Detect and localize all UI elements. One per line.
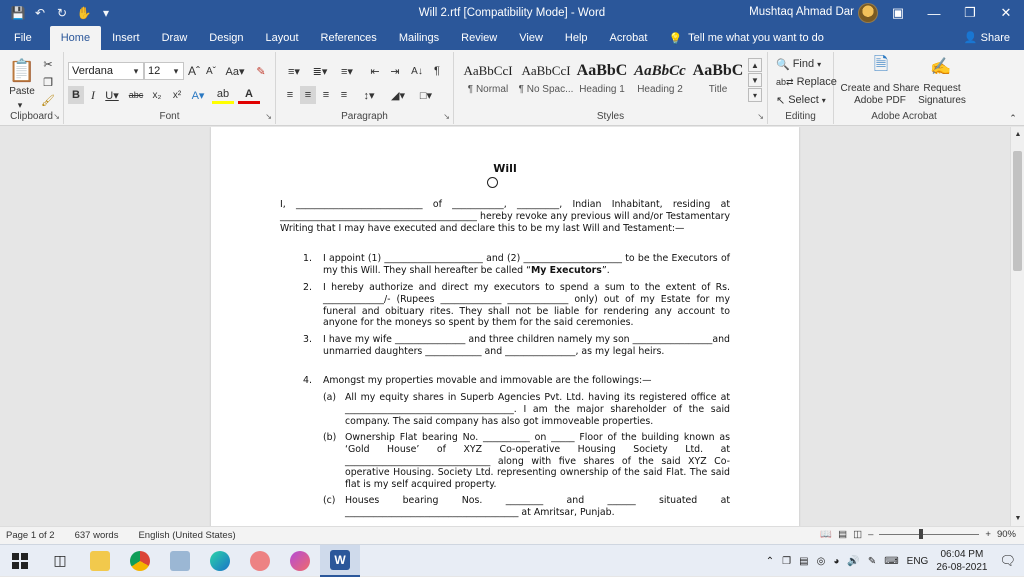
multilevel-list-icon[interactable]: ≡▾ bbox=[341, 65, 353, 78]
read-mode-icon[interactable]: 📖 bbox=[820, 529, 833, 540]
customize-qa-icon[interactable]: ▾ bbox=[102, 6, 110, 20]
item-number: 2. bbox=[303, 282, 312, 293]
paragraph-label: Paragraph bbox=[341, 111, 388, 122]
style-name: Heading 2 bbox=[637, 84, 683, 95]
show-marks-icon[interactable]: ¶ bbox=[434, 65, 440, 77]
taskbar bbox=[0, 544, 1024, 576]
format-painter-icon[interactable]: 🖌 bbox=[41, 94, 55, 107]
list-item: Amongst my properties movable and immovable are the followings:— bbox=[323, 375, 652, 386]
justify-icon[interactable]: ≡ bbox=[340, 89, 348, 101]
list-item: I have my wife _______________ and three children namely my son _________________and unmarried daughters ____________ and _______________, as my legal heirs. bbox=[323, 334, 730, 357]
list-item bbox=[323, 253, 730, 277]
style-no-spacing[interactable] bbox=[516, 58, 576, 102]
save-icon[interactable]: 💾 bbox=[10, 6, 26, 20]
close-icon[interactable]: ✕ bbox=[1000, 5, 1012, 20]
find-label: Find bbox=[792, 58, 815, 70]
list-item-bold: My Executors bbox=[530, 264, 602, 276]
align-right-icon[interactable]: ≡ bbox=[322, 89, 330, 101]
document-title: Will 2.rtf [Compatibility Mode] - Word bbox=[418, 7, 606, 19]
clipboard-label: Clipboard bbox=[10, 111, 53, 122]
touch-mode-icon[interactable]: ✋ bbox=[76, 6, 92, 20]
chevron-down-icon[interactable]: ▾ bbox=[173, 65, 179, 76]
search-icon: 🔍 bbox=[776, 58, 790, 71]
pen-icon[interactable]: ✎ bbox=[867, 555, 877, 567]
font-name-select[interactable]: Verdana bbox=[68, 62, 144, 80]
chevron-down-icon: ▾ bbox=[821, 95, 826, 105]
tab-view[interactable]: View bbox=[519, 32, 543, 44]
tab-design[interactable]: Design bbox=[209, 32, 244, 44]
intro-paragraph: I, ___________________________ of ___________, _________, Indian Inhabitant, residing at __________________________________________ hereby revoke any previous will and/or Testamentary Writing that I may have executed and declare this to be my last Will and Testament:— bbox=[280, 199, 730, 234]
create-share-pdf-button[interactable]: Create and Share Adobe PDF bbox=[840, 83, 920, 106]
chevron-up-icon[interactable]: ⌃ bbox=[765, 555, 775, 567]
align-left-icon[interactable]: ≡ bbox=[286, 89, 294, 101]
sub-list-item: Ownership Flat bearing No. __________ on _____ Floor of the building known as ‘Gold House’ of XYZ Co-operative Housing Society Ltd. at _______________________________ along with five shares of the said XYZ Co-operative Housing. Society Ltd. representing ownership of the said Flat. The said flat is my self acquired property. bbox=[345, 432, 730, 491]
sub-list-item: Houses bearing Nos. ________ and ______ situated at _____________________________________ at Amritsar, Punjab. bbox=[345, 495, 730, 518]
list-item-after: ”. bbox=[601, 264, 610, 276]
redo-icon[interactable]: ↻ bbox=[56, 6, 68, 20]
signature-icon[interactable]: ✍ bbox=[930, 57, 952, 76]
style-sample: AaBbC bbox=[692, 62, 744, 79]
cursor-icon: ↖ bbox=[776, 94, 786, 107]
acrobat-group bbox=[834, 52, 974, 124]
word-count[interactable]: 637 words bbox=[74, 530, 119, 541]
tab-mailings[interactable]: Mailings bbox=[398, 32, 440, 44]
style-heading-2[interactable] bbox=[630, 58, 690, 102]
underline-icon[interactable]: U▾ bbox=[105, 89, 119, 102]
replace-button[interactable] bbox=[776, 74, 837, 90]
dialog-launcher-icon[interactable]: ↘ bbox=[443, 112, 450, 121]
zoom-in-icon[interactable]: + bbox=[985, 529, 991, 540]
document-area bbox=[0, 127, 1010, 526]
language-indicator[interactable]: ENG bbox=[906, 555, 929, 567]
select-label: Select bbox=[788, 94, 819, 106]
status-bar bbox=[0, 526, 1024, 544]
chrome-icon[interactable] bbox=[120, 545, 160, 577]
windows-icon bbox=[12, 553, 28, 569]
volume-icon[interactable]: 🔊 bbox=[847, 555, 860, 567]
ribbon bbox=[0, 50, 1024, 126]
file-explorer-icon[interactable] bbox=[80, 545, 120, 577]
replace-icon: ab⇄ bbox=[776, 76, 794, 87]
find-button[interactable] bbox=[776, 56, 821, 72]
zoom-out-icon[interactable]: – bbox=[868, 529, 874, 540]
strikethrough-icon[interactable]: abc bbox=[128, 90, 144, 100]
location-icon[interactable]: ◎ bbox=[816, 555, 826, 567]
style-sample: AaBbCcI bbox=[521, 63, 571, 78]
dropbox-icon[interactable]: ❐ bbox=[782, 555, 792, 567]
select-button[interactable] bbox=[776, 92, 826, 108]
editing-label: Editing bbox=[785, 111, 816, 122]
time: 06:04 PM bbox=[940, 549, 984, 560]
scroll-up-icon[interactable]: ▲ bbox=[1014, 130, 1022, 138]
chevron-up-icon[interactable]: ▲ bbox=[748, 58, 762, 72]
grow-font-icon[interactable]: Aˆ bbox=[188, 64, 200, 78]
share-button[interactable] bbox=[964, 31, 1010, 44]
text-effects-icon[interactable]: A▾ bbox=[191, 89, 205, 102]
font-label: Font bbox=[159, 111, 180, 122]
paragraph-group bbox=[276, 52, 454, 124]
sort-icon[interactable]: A↓ bbox=[411, 65, 423, 77]
minimize-icon[interactable]: — bbox=[927, 5, 941, 21]
replace-label: Replace bbox=[796, 76, 837, 88]
chevron-down-icon[interactable]: ▾ bbox=[133, 65, 139, 76]
tab-draw[interactable]: Draw bbox=[161, 32, 188, 44]
scroll-down-icon[interactable]: ▼ bbox=[1014, 514, 1022, 522]
edge-icon[interactable] bbox=[200, 545, 240, 577]
subitem-number: (c) bbox=[323, 495, 336, 506]
subitem-number: (b) bbox=[323, 432, 337, 443]
styles-group bbox=[454, 52, 768, 124]
task-view-icon[interactable]: ◫ bbox=[53, 552, 67, 568]
title-bar bbox=[0, 0, 1024, 26]
chevron-down-icon: ▾ bbox=[817, 59, 822, 69]
style-sample: AaBbC bbox=[576, 62, 628, 79]
acrobat-label: Adobe Acrobat bbox=[871, 111, 937, 122]
shading-icon[interactable]: ◢▾ bbox=[391, 89, 405, 102]
font-color-icon[interactable]: A bbox=[238, 86, 260, 104]
ribbon-tabs bbox=[0, 26, 1024, 50]
superscript-icon[interactable]: x² bbox=[172, 89, 182, 101]
style-normal[interactable] bbox=[458, 58, 518, 102]
cursor-ring-icon bbox=[487, 177, 498, 188]
list-item-text: I appoint (1) _____________________ and (2) _____________________ to be the Executors of my this Will. They shall hereafter be called “ bbox=[323, 253, 730, 276]
web-layout-icon[interactable]: ◫ bbox=[853, 529, 863, 540]
change-case-icon[interactable]: Aa▾ bbox=[225, 65, 245, 78]
decrease-indent-icon[interactable]: ⇤ bbox=[370, 65, 380, 78]
tab-insert[interactable]: Insert bbox=[112, 32, 140, 44]
item-number: 3. bbox=[303, 334, 312, 345]
pdf-share-icon[interactable]: 🗎 bbox=[873, 54, 889, 74]
print-layout-icon[interactable]: ▤ bbox=[838, 529, 848, 540]
restore-icon[interactable]: ❐ bbox=[964, 5, 976, 20]
tab-layout[interactable]: Layout bbox=[265, 32, 299, 44]
copy-icon[interactable]: ❐ bbox=[43, 76, 53, 89]
item-number: 1. bbox=[303, 253, 312, 264]
person-icon: 👤 bbox=[963, 32, 978, 44]
clear-formatting-icon[interactable]: ✎ bbox=[256, 65, 266, 78]
zoom-slider[interactable] bbox=[879, 534, 979, 535]
vertical-scrollbar[interactable] bbox=[1010, 127, 1024, 526]
font-group bbox=[64, 52, 276, 124]
scroll-thumb[interactable] bbox=[1013, 151, 1022, 271]
dialog-launcher-icon[interactable]: ↘ bbox=[757, 112, 764, 121]
date: 26-08-2021 bbox=[936, 562, 988, 573]
clipboard-group bbox=[0, 52, 64, 124]
network-icon[interactable]: ▤ bbox=[799, 555, 809, 567]
shrink-font-icon[interactable]: Aˇ bbox=[206, 65, 216, 77]
tell-me-text: Tell me what you want to do bbox=[688, 32, 824, 44]
collapse-ribbon-icon[interactable]: ⌃ bbox=[1009, 112, 1017, 123]
style-sample: AaBbCcI bbox=[463, 63, 513, 78]
style-name: Heading 1 bbox=[579, 84, 625, 95]
styles-label: Styles bbox=[596, 111, 625, 122]
borders-icon[interactable]: □▾ bbox=[419, 89, 433, 102]
increase-indent-icon[interactable]: ⇥ bbox=[390, 65, 400, 78]
more-styles-icon[interactable]: ▾ bbox=[748, 88, 762, 102]
share-label: Share bbox=[980, 32, 1010, 44]
style-sample: AaBbCc bbox=[634, 63, 686, 79]
cut-icon[interactable]: ✂ bbox=[43, 58, 53, 71]
paint-icon[interactable] bbox=[280, 545, 320, 577]
keyboard-icon[interactable]: ⌨ bbox=[884, 555, 899, 567]
tab-references[interactable]: References bbox=[320, 32, 377, 44]
paste-icon[interactable]: 📋 bbox=[8, 58, 36, 83]
paste-button[interactable]: Paste bbox=[9, 86, 35, 97]
sub-list-item: All my equity shares in Superb Agencies Pvt. Ltd. having its registered office at ____________________________________. I am the major shareholder of the said company. The said company has also got immoveable properties. bbox=[345, 392, 730, 427]
editing-group bbox=[768, 52, 837, 124]
chevron-down-icon[interactable]: ▼ bbox=[748, 73, 762, 87]
snip-icon[interactable] bbox=[240, 545, 280, 577]
request-signatures-button[interactable]: Request Signatures bbox=[918, 83, 966, 106]
notifications-icon[interactable]: 🗨 bbox=[999, 553, 1016, 568]
style-name: ¶ No Spac... bbox=[518, 84, 574, 95]
italic-icon[interactable]: I bbox=[91, 87, 95, 102]
style-name: ¶ Normal bbox=[467, 84, 509, 95]
window-controls bbox=[880, 0, 1024, 26]
item-number: 4. bbox=[303, 375, 312, 386]
bold-icon[interactable]: B bbox=[68, 86, 84, 104]
zoom-level[interactable]: 90% bbox=[996, 529, 1016, 540]
style-name: Title bbox=[708, 84, 728, 95]
tab-home[interactable]: Home bbox=[50, 26, 101, 50]
numbering-icon[interactable]: ≣▾ bbox=[312, 65, 328, 78]
highlight-icon[interactable]: ab bbox=[212, 86, 234, 104]
dialog-launcher-icon[interactable]: ↘ bbox=[265, 112, 272, 121]
system-tray bbox=[766, 545, 1024, 577]
photos-icon[interactable] bbox=[160, 545, 200, 577]
language[interactable]: English (United States) bbox=[138, 530, 236, 541]
document-heading: Will bbox=[493, 162, 517, 175]
style-heading-1[interactable] bbox=[572, 58, 632, 102]
avatar[interactable] bbox=[858, 3, 878, 23]
chevron-down-icon[interactable]: ▾ bbox=[17, 100, 23, 110]
tab-help[interactable]: Help bbox=[564, 32, 588, 44]
subitem-number: (a) bbox=[323, 392, 337, 403]
line-spacing-icon[interactable]: ↕▾ bbox=[363, 89, 375, 102]
style-title[interactable] bbox=[688, 58, 748, 102]
dialog-launcher-icon[interactable]: ↘ bbox=[53, 112, 60, 121]
undo-icon[interactable]: ↶ bbox=[34, 6, 46, 20]
tab-file[interactable]: File bbox=[14, 32, 32, 44]
tell-me-box[interactable] bbox=[668, 26, 823, 50]
clock[interactable] bbox=[936, 548, 987, 574]
tab-review[interactable]: Review bbox=[461, 32, 498, 44]
page-count[interactable]: Page 1 of 2 bbox=[6, 530, 55, 541]
align-center-icon[interactable]: ≡ bbox=[300, 86, 316, 104]
list-item: I hereby authorize and direct my executors to spend a sum to the extent of Rs. _____________/- (Rupees _____________ _____________ only) out of my Estate for my funeral and obituary rites. They shall not be liable for rendering any account to anyone for the moneys so spent by them for the said ceremonies. bbox=[323, 282, 730, 329]
tab-acrobat[interactable]: Acrobat bbox=[609, 32, 648, 44]
subscript-icon[interactable]: x₂ bbox=[152, 89, 162, 101]
start-button[interactable] bbox=[0, 545, 40, 577]
bullets-icon[interactable]: ≡▾ bbox=[288, 65, 300, 78]
wifi-icon[interactable]: ◕ bbox=[833, 555, 840, 567]
quick-access-toolbar bbox=[0, 6, 160, 20]
zoom-knob[interactable] bbox=[919, 529, 923, 539]
zoom-controls bbox=[820, 529, 1016, 540]
user-name[interactable]: Mushtaq Ahmad Dar bbox=[749, 6, 854, 18]
lightbulb-icon: 💡 bbox=[668, 32, 683, 45]
word-icon[interactable]: W bbox=[320, 545, 360, 577]
font-size-select[interactable]: 12 bbox=[144, 62, 184, 80]
document-page[interactable] bbox=[211, 127, 799, 526]
ribbon-display-icon[interactable]: ▣ bbox=[891, 5, 905, 20]
